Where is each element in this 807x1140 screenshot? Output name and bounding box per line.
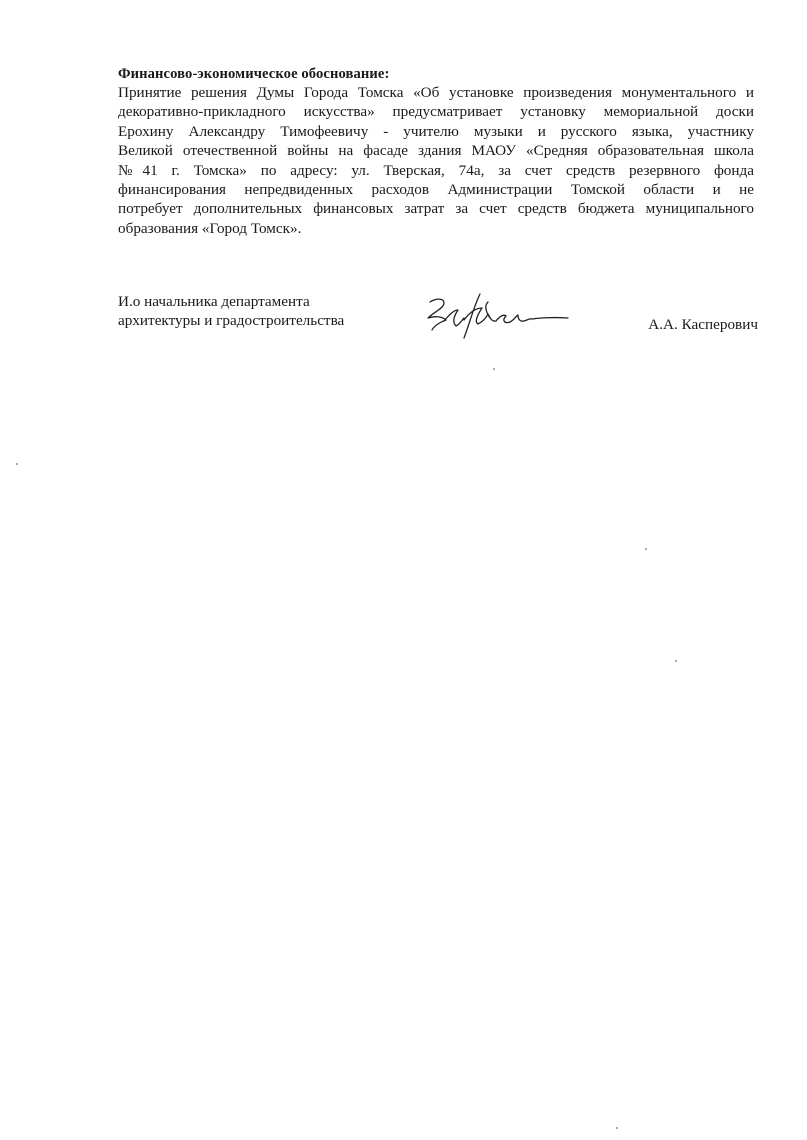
body-line: Принятие решения Думы Города Томска «Об установке произведения монументального и bbox=[118, 84, 754, 101]
scan-speck bbox=[675, 660, 677, 662]
body-line: Ерохину Александру Тимофеевичу - учителю музыки и русского языка, участнику bbox=[118, 122, 754, 140]
signature-block bbox=[118, 292, 758, 352]
position-line: И.о начальника департамента bbox=[118, 293, 310, 310]
signatory-position bbox=[118, 292, 344, 331]
financial-justification-section bbox=[118, 65, 754, 238]
body-line: потребует дополнительных финансовых затрат за счет средств бюджета муниципального bbox=[118, 200, 754, 218]
body-line: декоративно-прикладного искусства» предусматривает установку мемориальной доски bbox=[118, 103, 754, 121]
section-body bbox=[118, 83, 754, 238]
signatory-name: А.А. Касперович bbox=[648, 316, 758, 333]
body-line: образования «Город Томск». bbox=[118, 219, 302, 237]
position-line: архитектуры и градостроительства bbox=[118, 312, 345, 330]
scan-speck bbox=[616, 1127, 618, 1129]
scan-speck bbox=[493, 368, 495, 370]
section-heading: Финансово-экономическое обоснование: bbox=[118, 66, 390, 82]
handwritten-signature-icon bbox=[420, 288, 570, 346]
body-line: финансирования непредвиденных расходов Администрации Томской области и не bbox=[118, 181, 754, 199]
scan-speck bbox=[16, 463, 18, 465]
body-line: Великой отечественной войны на фасаде здания МАОУ «Средняя образовательная школа bbox=[118, 142, 754, 160]
body-line: №41 г. Томска» по адресу: ул. Тверская, 74а, за счет средств резервного фонда bbox=[118, 161, 754, 179]
scan-speck bbox=[645, 548, 647, 550]
